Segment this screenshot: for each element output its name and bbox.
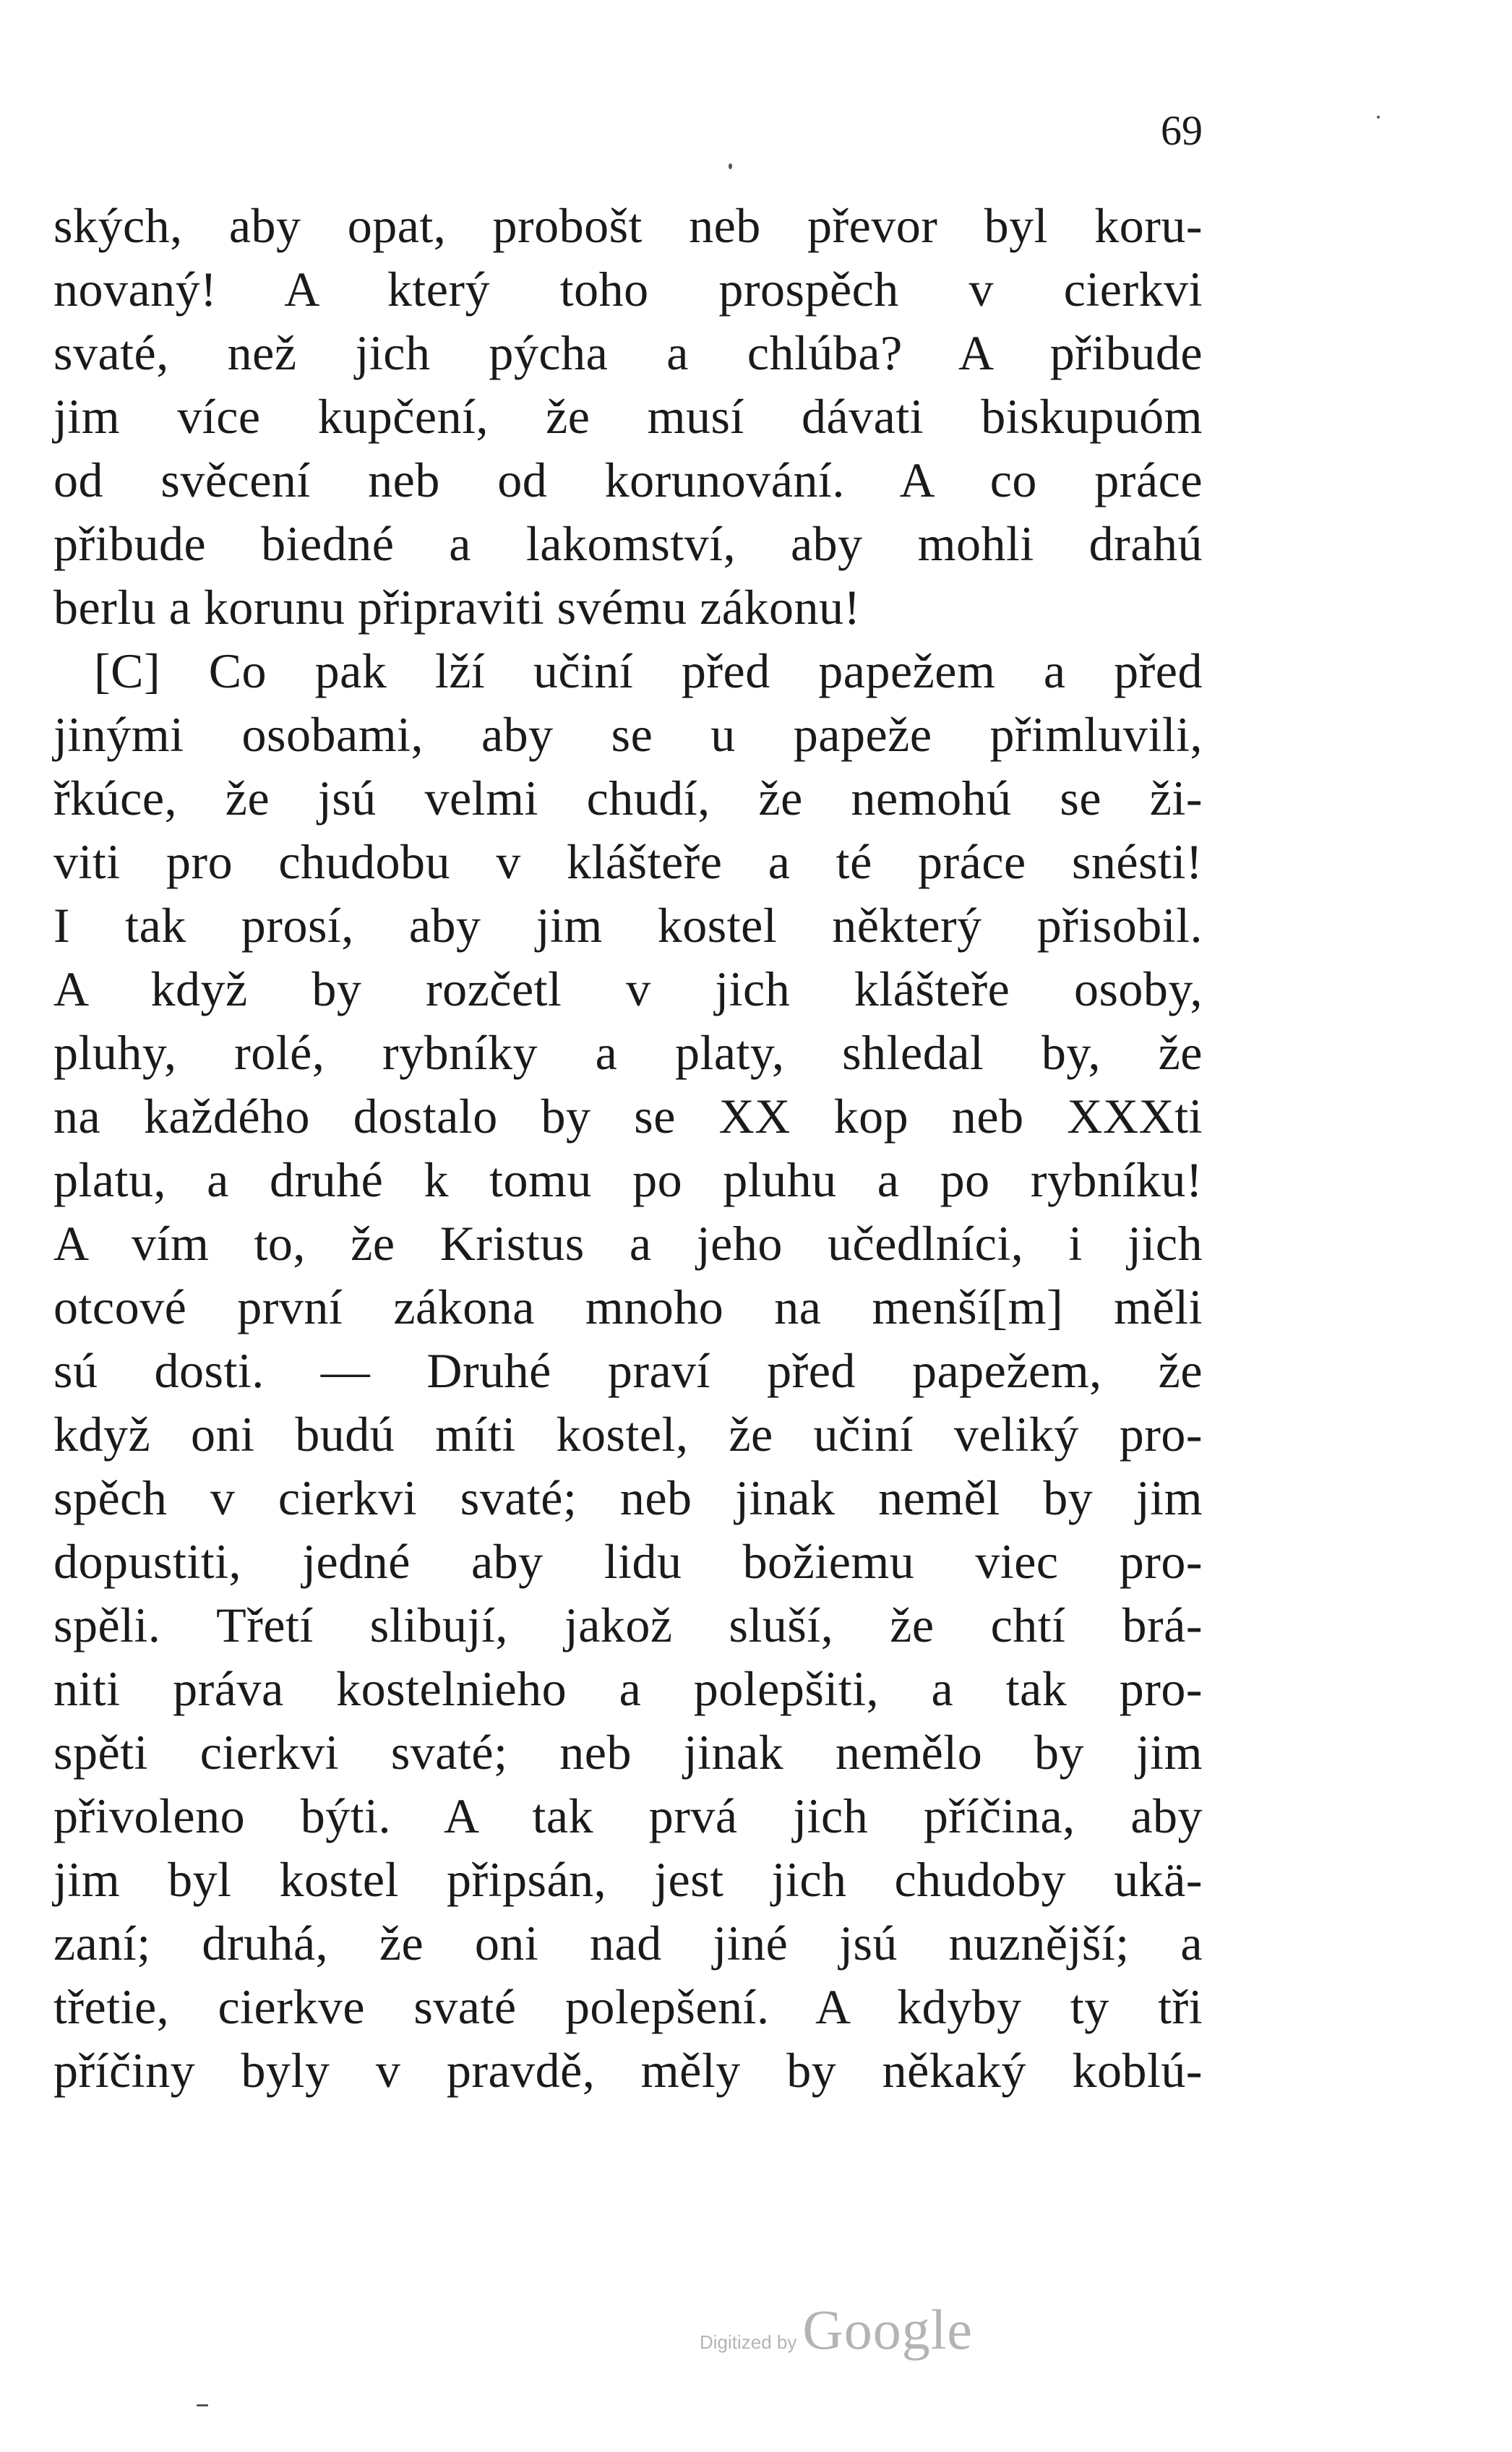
text-line: niti práva kostelnieho a polepšiti, a tak pro- [53,1661,1203,1716]
text-line: otcové první zákona mnoho na menší[m] měli [53,1279,1203,1334]
text-line: třetie, cierkve svaté polepšení. A kdyby ty tři [53,1979,1203,2034]
text-line: spěch v cierkvi svaté; neb jinak neměl by jim [53,1470,1203,1525]
page-body-text [53,194,1203,2102]
text-line: I tak prosí, aby jim kostel některý přisobil. [53,898,1203,953]
text-line: na každého dostalo by se XX kop neb XXXti [53,1089,1203,1144]
text-line: přivoleno býti. A tak prvá jich příčina, aby [53,1788,1203,1843]
scan-speck [197,2404,208,2406]
text-line: spěti cierkvi svaté; neb jinak nemělo by jim [53,1725,1203,1780]
text-line: příčiny byly v pravdě, měly by někaký koblú- [53,2043,1203,2098]
text-line: zaní; druhá, že oni nad jiné jsú nuznější; a [53,1916,1203,1971]
text-line: spěli. Třetí slibují, jakož sluší, že chtí brá- [53,1598,1203,1652]
text-line: A vím to, že Kristus a jeho učedlníci, i jich [53,1216,1203,1271]
text-line: A když by rozčetl v jich klášteře osoby, [53,961,1203,1016]
text-line: sú dosti. — Druhé praví před papežem, že [53,1343,1203,1398]
watermark-prefix: Digitized by [700,2331,797,2353]
text-line: dopustiti, jedné aby lidu božiemu viec pro- [53,1534,1203,1589]
text-line: od svěcení neb od korunování. A co práce [53,453,1203,507]
page-number: 69 [1161,107,1203,154]
text-line: viti pro chudobu v klášteře a té práce snésti! [53,834,1203,889]
text-line: novaný! A který toho prospěch v cierkvi [53,262,1203,317]
google-logo: Google [802,2298,974,2361]
text-line: ských, aby opat, probošt neb převor byl koru- [53,198,1203,253]
text-line: pluhy, rolé, rybníky a platy, shledal by, že [53,1025,1203,1080]
text-line: platu, a druhé k tomu po pluhu a po rybníku! [53,1152,1203,1207]
text-line: svaté, než jich pýcha a chlúba? A přibude [53,325,1203,380]
scan-speck [1377,116,1380,119]
text-line: přibude biedné a lakomství, aby mohli drahú [53,516,1203,571]
text-line: [C] Co pak lží učiní před papežem a před [94,643,1203,698]
text-line: berlu a korunu připraviti svému zákonu! [53,580,861,635]
digitized-by-google-watermark [700,2297,973,2362]
text-line: jim byl kostel připsán, jest jich chudoby ukä- [53,1852,1203,1907]
scan-speck [729,163,732,169]
text-line: jim více kupčení, že musí dávati biskupuóm [53,389,1203,444]
text-line: když oni budú míti kostel, že učiní veliký pro- [53,1407,1203,1462]
text-line: řkúce, že jsú velmi chudí, že nemohú se ži- [53,771,1203,826]
text-line: jinými osobami, aby se u papeže přimluvili, [53,707,1203,762]
